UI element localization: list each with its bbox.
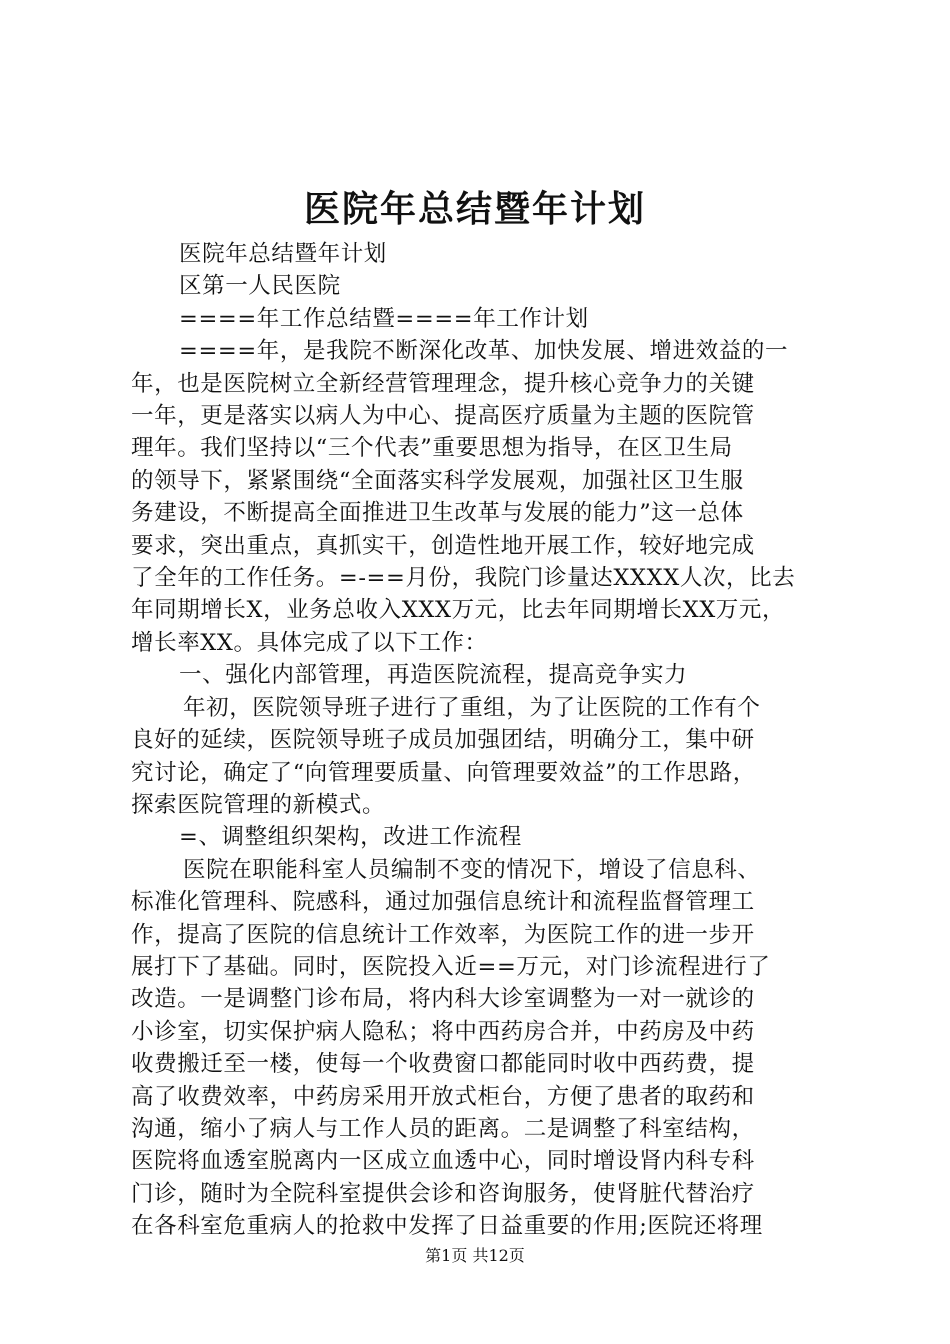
body-line: ====年，是我院不断深化改革、加快发展、增进效益的一 (179, 338, 789, 365)
body-line: ====年工作总结暨====年工作计划 (179, 305, 589, 332)
body-line: 增长率XX。具体完成了以下工作： (131, 629, 488, 656)
body-line: 究讨论，确定了“向管理要质量、向管理要效益”的工作思路， (131, 759, 756, 786)
body-line: 年初，医院领导班子进行了重组，为了让医院的工作有个 (183, 694, 761, 721)
body-line: 展打下了基础。同时，医院投入近==万元，对门诊流程进行了 (131, 953, 771, 980)
body-line: 年同期增长X，业务总收入XXX万元，比去年同期增长XX万元， (131, 597, 786, 624)
body-line: 区第一人民医院 (179, 273, 341, 300)
section-heading: =、调整组织架构，改进工作流程 (179, 824, 522, 851)
body-line: 了全年的工作任务。=-==月份，我院门诊量达XXXX人次，比去 (131, 565, 796, 592)
body-line: 高了收费效率，中药房采用开放式柜台，方便了患者的取药和 (131, 1083, 755, 1110)
body-line: 收费搬迁至一楼，使每一个收费窗口都能同时收中西药费，提 (131, 1051, 755, 1078)
section-heading: 一、强化内部管理，再造医院流程，提高竞争实力 (179, 662, 688, 689)
body-line: 一年，更是落实以病人为中心、提高医疗质量为主题的医院管 (131, 403, 755, 430)
page-footer: 第1页 共12页 (425, 1246, 525, 1265)
body-line: 年，也是医院树立全新经营管理理念，提升核心竞争力的关键 (131, 370, 755, 397)
body-line: 良好的延续，医院领导班子成员加强团结，明确分工，集中研 (131, 727, 755, 754)
document-body (131, 238, 843, 1243)
body-line: 要求，突出重点，真抓实干，创造性地开展工作，较好地完成 (131, 532, 755, 559)
body-line: 理年。我们坚持以“三个代表”重要思想为指导，在区卫生局 (131, 435, 733, 462)
body-line: 标准化管理科、院感科，通过加强信息统计和流程监督管理工 (131, 889, 755, 916)
body-line: 医院在职能科室人员编制不变的情况下，增设了信息科、 (183, 856, 761, 883)
body-line: 医院年总结暨年计划 (179, 241, 387, 267)
body-line: 务建设，不断提高全面推进卫生改革与发展的能力”这一总体 (131, 500, 744, 527)
document-title: 医院年总结暨年计划 (303, 189, 646, 230)
body-line: 小诊室，切实保护病人隐私；将中西药房合并，中药房及中药 (131, 1018, 755, 1045)
body-line: 在各科室危重病人的抢救中发挥了日益重要的作用;医院还将理 (131, 1213, 763, 1240)
body-line: 改造。一是调整门诊布局，将内科大诊室调整为一对一就诊的 (131, 986, 755, 1013)
body-line: 沟通，缩小了病人与工作人员的距离。二是调整了科室结构， (131, 1115, 755, 1142)
body-line: 作，提高了医院的信息统计工作效率，为医院工作的进一步开 (131, 921, 755, 948)
body-line: 的领导下，紧紧围绕“全面落实科学发展观，加强社区卫生服 (131, 467, 744, 494)
body-line: 医院将血透室脱离内一区成立血透中心，同时增设肾内科专科 (131, 1148, 755, 1175)
body-line: 门诊，随时为全院科室提供会诊和咨询服务，使肾脏代替治疗 (131, 1180, 755, 1207)
body-line: 探索医院管理的新模式。 (131, 791, 386, 818)
